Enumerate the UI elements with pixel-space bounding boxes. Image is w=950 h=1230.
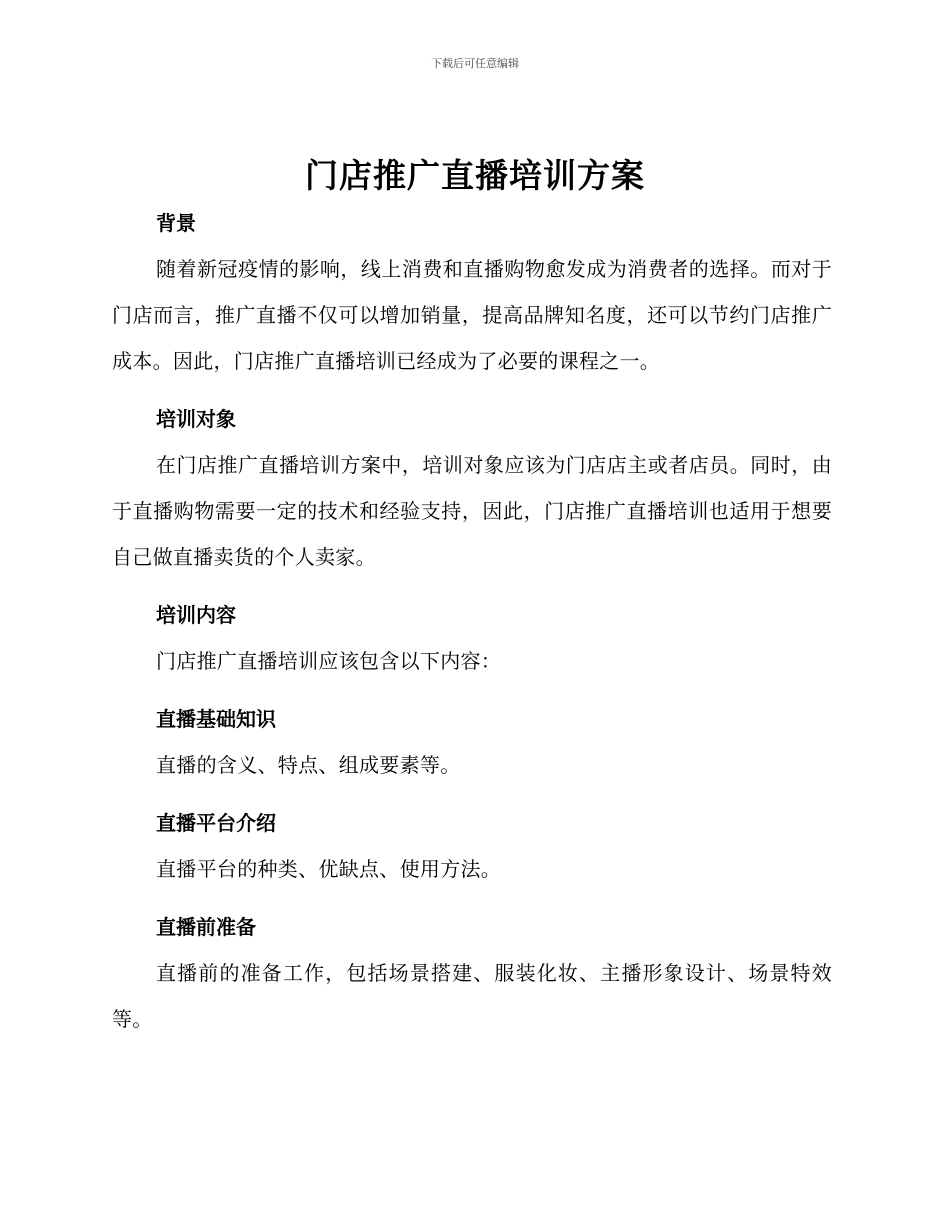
section-heading: 直播基础知识 — [156, 707, 276, 731]
section-paragraph: 直播平台的种类、优缺点、使用方法。 — [156, 857, 502, 881]
section-paragraph: 直播前的准备工作，包括场景搭建、服装化妆、主播形象设计、场景特效等。 — [112, 961, 832, 1031]
section-training-content — [112, 592, 832, 684]
section-background — [112, 200, 832, 384]
document-body — [112, 200, 832, 1054]
section-heading: 背景 — [156, 211, 196, 235]
section-training-target — [112, 396, 832, 580]
section-live-basics — [112, 696, 832, 788]
section-paragraph: 直播的含义、特点、组成要素等。 — [156, 753, 461, 777]
section-heading: 直播平台介绍 — [156, 811, 276, 835]
document-title: 门店推广直播培训方案 — [305, 156, 645, 195]
section-paragraph: 在门店推广直播培训方案中，培训对象应该为门店店主或者店员。同时，由于直播购物需要一定的技术和经验支持，因此，门店推广直播培训也适用于想要自己做直播卖货的个人卖家。 — [112, 453, 832, 569]
section-heading: 培训对象 — [156, 407, 236, 431]
page-header-note: 下载后可任意编辑 — [431, 57, 519, 70]
section-heading: 直播前准备 — [156, 915, 256, 939]
section-pre-live-prep — [112, 904, 832, 1042]
section-paragraph: 随着新冠疫情的影响，线上消费和直播购物愈发成为消费者的选择。而对于门店而言，推广直播不仅可以增加销量，提高品牌知名度，还可以节约门店推广成本。因此，门店推广直播培训已经成为了必要的课程之一。 — [112, 257, 832, 373]
section-paragraph: 门店推广直播培训应该包含以下内容： — [156, 649, 502, 673]
section-platform-intro — [112, 800, 832, 892]
section-heading: 培训内容 — [156, 603, 236, 627]
